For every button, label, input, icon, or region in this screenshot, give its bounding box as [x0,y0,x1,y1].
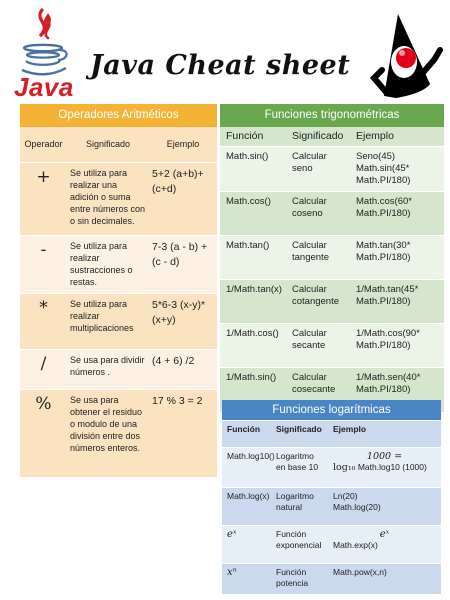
trig-example: 1/Math.cos(90* Math.PI/180) [350,324,444,368]
operator-meaning: Se usa para obtener el residuo o modulo de una división entre dos números enteros. [67,389,149,477]
log-function: xⁿ [222,564,271,594]
trig-meaning: Calcular cosecante [286,368,350,412]
operator-symbol: * [20,293,67,349]
duke-mascot [368,6,444,102]
trig-function: Math.cos() [220,192,286,236]
column-header: Ejemplo [149,127,217,162]
table-row [20,389,217,477]
log-example-line1: Ln(20) [333,491,358,501]
java-coffee-cup-icon [12,6,74,78]
log-title: Funciones logarítmicas [222,400,441,420]
operator-symbol: - [20,235,67,293]
table-header-row [220,127,444,147]
table-row [220,192,444,236]
trig-example: Math.cos(60* Math.PI/180) [350,192,444,236]
log-meaning: Función potencia [271,564,328,594]
operator-symbol: / [20,349,67,389]
trig-meaning: Calcular secante [286,324,350,368]
log-meaning: Logaritmo en base 10 [271,448,328,488]
column-header: Ejemplo [328,421,441,448]
log-example-line2: Math.log(20) [333,502,381,512]
table-row [222,564,441,594]
log-example: Math.pow(x,n) [328,564,441,594]
table-row [220,147,444,192]
table-row [20,235,217,293]
table-row [220,280,444,324]
operator-symbol: % [20,389,67,477]
log-example-cell [328,488,441,526]
log-function: Math.log(x) [222,488,271,526]
table-row [222,488,441,526]
trig-function: Math.tan() [220,236,286,280]
log-example-cell [328,448,441,488]
trig-meaning: Calcular seno [286,147,350,192]
operator-example: 5*6-3 (x-y)*(x+y) [149,293,217,349]
table-header-row [20,127,217,162]
operators-table [20,127,217,478]
log-formula-left: log₁₀ [333,462,356,473]
duke-mascot-icon [368,6,444,102]
table-row [20,162,217,235]
operators-title: Operadores Aritméticos [20,104,217,127]
column-header: Significado [67,127,149,162]
table-header-row [222,421,441,448]
operator-example: 17 % 3 = 2 [149,389,217,477]
column-header: Operador [20,127,67,162]
trig-function: 1/Math.sin() [220,368,286,412]
trig-meaning: Calcular cotangente [286,280,350,324]
trig-example: Math.tan(30* Math.PI/180) [350,236,444,280]
trig-title: Funciones trigonométricas [220,104,444,127]
trig-example: 1/Math.tan(45* Math.PI/180) [350,280,444,324]
table-row [220,324,444,368]
column-header: Significado [286,127,350,147]
log-formula-top: eˣ [379,529,390,540]
log-example: Math.log10 (1000) [357,462,427,472]
log-table [222,420,441,594]
log-function: eˣ [222,526,271,564]
log-function: Math.log10() [222,448,271,488]
trig-function: 1/Math.cos() [220,324,286,368]
operator-meaning: Se utiliza para realizar sustracciones o restas. [67,235,149,293]
trig-meaning: Calcular coseno [286,192,350,236]
table-row [20,293,217,349]
table-row [222,448,441,488]
trig-example: Seno(45) Math.sin(45* Math.PI/180) [350,147,444,192]
trig-table [220,127,444,412]
column-header: Función [220,127,286,147]
operator-example: 7-3 (a - b) + (c - d) [149,235,217,293]
log-example: Math.exp(x) [333,540,378,550]
operator-meaning: Se utiliza para realizar multiplicaciones [67,293,149,349]
log-formula-top: 1000 = [366,451,403,462]
log-meaning: Función exponencial [271,526,328,564]
operator-meaning: Se usa para dividir números . [67,349,149,389]
trig-function: 1/Math.tan(x) [220,280,286,324]
trig-panel [220,104,444,412]
java-wordmark: Java [14,72,74,102]
column-header: Función [222,421,271,448]
table-row [20,349,217,389]
operator-example: 5+2 (a+b)+(c+d) [149,162,217,235]
operator-meaning: Se utiliza para realizar una adición o suma entre números con o sin decimales. [67,162,149,235]
column-header: Significado [271,421,328,448]
log-example-cell [328,526,441,564]
trig-function: Math.sin() [220,147,286,192]
operators-panel [20,104,217,478]
table-row [222,526,441,564]
log-meaning: Logaritmo natural [271,488,328,526]
column-header: Ejemplo [350,127,444,147]
table-row [220,236,444,280]
page-title: Java Cheat sheet [90,50,351,81]
operator-example: (4 + 6) /2 [149,349,217,389]
trig-meaning: Calcular tangente [286,236,350,280]
trig-example: 1/Math.sen(40* Math.PI/180) [350,368,444,412]
operator-symbol: + [20,162,67,235]
log-panel [222,400,441,594]
